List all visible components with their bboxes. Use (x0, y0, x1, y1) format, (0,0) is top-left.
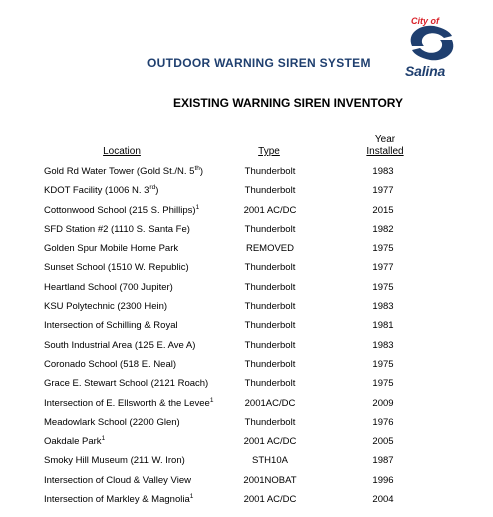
cell-location: KDOT Facility (1006 N. 3rd) (44, 184, 159, 197)
cell-type: STH10A (252, 455, 288, 467)
cell-type: Thunderbolt (244, 166, 296, 177)
cell-year: 1977 (372, 262, 394, 274)
cell-type: 2001AC/DC (244, 397, 296, 409)
cell-type: Thunderbolt (244, 281, 296, 293)
cell-year: 2015 (372, 204, 394, 216)
cell-year: 1977 (372, 185, 394, 197)
table-row (0, 396, 493, 415)
cell-type: Thunderbolt (244, 301, 296, 313)
cell-location: Intersection of Cloud & Valley View (44, 474, 191, 486)
logo-city-text: City of (411, 16, 439, 26)
cell-year: 2009 (372, 397, 394, 409)
cell-location: Golden Spur Mobile Home Park (44, 243, 179, 255)
table-row (0, 434, 493, 453)
cell-type: 2001 AC/DC (243, 494, 297, 506)
cell-type: Thunderbolt (244, 320, 296, 332)
table-row (0, 260, 493, 279)
cell-location: Gold Rd Water Tower (Gold St./N. 5th) (44, 165, 204, 177)
cell-location: Intersection of E. Ellsworth & the Levee$^1$ (44, 396, 214, 409)
cell-location: Heartland School (700 Jupiter) (44, 281, 173, 293)
cell-location: Oakdale Park$^1$ (44, 435, 106, 448)
table-row (0, 473, 493, 492)
cell-type: 2001 AC/DC (243, 436, 297, 448)
table-row (0, 357, 493, 376)
cell-type: Thunderbolt (244, 223, 296, 235)
cell-type: REMOVED (245, 243, 295, 255)
table-row (0, 415, 493, 434)
cell-year: 1976 (372, 416, 394, 428)
cell-year: 1975 (372, 243, 394, 255)
table-row (0, 492, 493, 511)
table-row (0, 299, 493, 318)
cell-type: Thunderbolt (244, 416, 296, 428)
page-subtitle: EXISTING WARNING SIREN INVENTORY (173, 96, 404, 110)
cell-type: Thunderbolt (244, 358, 296, 370)
cell-location: Smoky Hill Museum (211 W. Iron) (44, 455, 185, 467)
column-header-year: Year Installed (366, 134, 404, 157)
logo-name-text: Salina (405, 63, 446, 79)
cell-year: 1983 (372, 301, 394, 313)
cell-year: 1983 (372, 166, 394, 177)
table-row (0, 338, 493, 357)
siren-inventory-table (0, 164, 493, 511)
table-row (0, 280, 493, 299)
cell-type: Thunderbolt (244, 262, 296, 274)
table-row (0, 164, 493, 183)
column-header-type: Type (258, 146, 280, 157)
cell-year: 1975 (372, 378, 394, 390)
cell-location: Coronado School (518 E. Neal) (44, 358, 177, 370)
cell-location: Cottonwood School (215 S. Phillips)$^1$ (44, 203, 200, 216)
table-row (0, 222, 493, 241)
column-header-location: Location (103, 146, 141, 157)
cell-type: 2001NOBAT (243, 474, 297, 486)
table-row (0, 318, 493, 337)
cell-location: Intersection of Schilling & Royal (44, 320, 178, 332)
cell-location: Meadowlark School (2200 Glen) (44, 416, 180, 428)
table-row (0, 241, 493, 260)
cell-location: South Industrial Area (125 E. Ave A) (44, 339, 196, 351)
cell-year: 2005 (372, 436, 394, 448)
cell-type: Thunderbolt (244, 378, 296, 390)
cell-year: 2004 (372, 494, 394, 506)
cell-type: 2001 AC/DC (243, 204, 297, 216)
table-row (0, 453, 493, 472)
cell-type: Thunderbolt (244, 185, 296, 197)
cell-year: 1975 (372, 358, 394, 370)
cell-location: Intersection of Markley & Magnolia$^1$ (44, 493, 194, 506)
table-row (0, 183, 493, 202)
cell-location: SFD Station #2 (1110 S. Santa Fe) (44, 223, 190, 235)
cell-year: 1996 (372, 474, 394, 486)
cell-location: Grace E. Stewart School (2121 Roach) (44, 378, 209, 390)
table-row (0, 203, 493, 222)
page-title: OUTDOOR WARNING SIREN SYSTEM (147, 56, 371, 70)
cell-year: 1981 (372, 320, 394, 332)
cell-year: 1987 (372, 455, 394, 467)
cell-year: 1982 (372, 223, 394, 235)
cell-location: Sunset School (1510 W. Republic) (44, 262, 189, 274)
cell-location: KSU Polytechnic (2300 Hein) (44, 301, 168, 313)
table-row (0, 376, 493, 395)
cell-year: 1975 (372, 281, 394, 293)
cell-type: Thunderbolt (244, 339, 296, 351)
cell-year: 1983 (372, 339, 394, 351)
